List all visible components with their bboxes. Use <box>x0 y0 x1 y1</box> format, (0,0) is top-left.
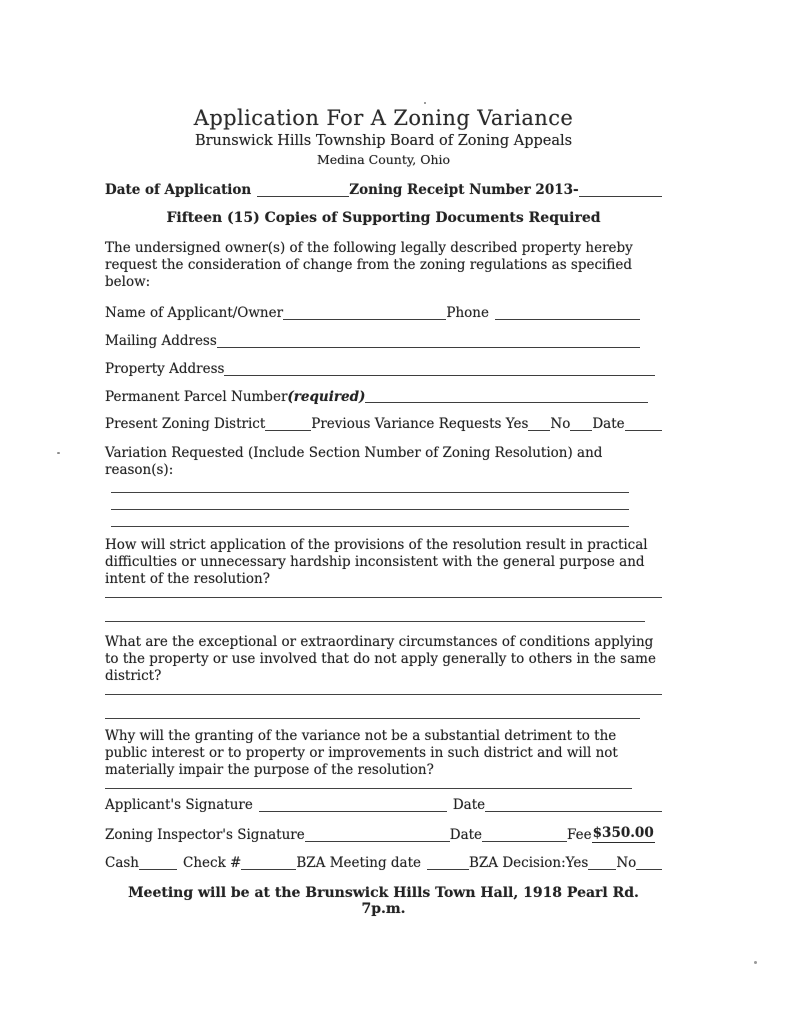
question-1-answer-lines <box>105 588 662 622</box>
page-subtitle: Brunswick Hills Township Board of Zoning Appeals <box>194 133 573 149</box>
question-2-text: What are the exceptional or extraordinary circumstances of conditions applying to the property or use involved that do not apply generally to others in the same district? <box>105 634 656 685</box>
cash-field-line <box>139 869 177 870</box>
scan-speck <box>424 102 426 104</box>
page-title: Application For A Zoning Variance <box>193 106 574 130</box>
present-zoning-district-label: Present Zoning District <box>105 416 266 433</box>
applicant-date-field-line <box>485 811 662 812</box>
applicant-signature-label: Applicant's Signature <box>105 797 253 814</box>
question-3-text: Why will the granting of the variance not be a substantial detriment to the public interest or to property or improvements in such district and will not materially impair the purpose of the resolution? <box>105 728 618 779</box>
question-2-answer-lines <box>105 685 662 719</box>
form-content <box>105 106 662 917</box>
applicant-date-label: Date <box>452 797 486 814</box>
fee-value: $350.00 <box>592 825 654 842</box>
page-location: Medina County, Ohio <box>316 152 451 167</box>
bza-decision-no-field-line <box>636 869 662 870</box>
phone-label: Phone <box>446 304 489 321</box>
parcel-number-row <box>105 389 648 406</box>
answer-line <box>111 510 629 527</box>
zoning-district-row <box>105 416 662 433</box>
previous-date-field-line <box>625 430 662 431</box>
bza-decision-yes-field-line <box>588 869 616 870</box>
zoning-receipt-field-line <box>579 196 662 197</box>
answer-line <box>105 695 640 719</box>
meeting-location-note: Meeting will be at the Brunswick Hills Town Hall, 1918 Pearl Rd. 7p.m. <box>128 884 639 917</box>
previous-no-field-line <box>570 430 592 431</box>
cash-label: Cash <box>105 855 140 871</box>
mailing-address-label: Mailing Address <box>105 332 217 349</box>
applicant-signature-field-line <box>259 811 447 812</box>
variation-requested-label: Variation Requested (Include Section Number of Zoning Resolution) and reason(s): <box>105 445 603 479</box>
variation-answer-lines <box>111 479 629 527</box>
name-of-applicant-label: Name of Applicant/Owner <box>105 304 284 321</box>
parcel-number-label: Permanent Parcel Number <box>105 388 288 405</box>
property-address-label: Property Address <box>105 360 225 377</box>
payment-row <box>105 855 662 872</box>
date-of-application-label: Date of Application <box>105 182 252 198</box>
inspector-signature-row <box>105 825 653 844</box>
answer-line <box>105 588 662 598</box>
previous-date-label: Date <box>592 416 625 433</box>
bza-meeting-date-field-line <box>427 869 469 870</box>
phone-field-line <box>495 319 640 320</box>
present-zoning-district-field-line <box>265 430 311 431</box>
question-1-text: How will strict application of the provisions of the resolution result in practical difficulties or unnecessary hardship inconsistent with the general purpose and intent of the resolution? <box>105 537 648 588</box>
previous-variance-requests-label: Previous Variance Requests Yes <box>311 416 529 433</box>
property-address-field-line <box>224 375 655 376</box>
mailing-address-field-line <box>217 347 640 348</box>
scan-speck <box>754 961 757 964</box>
inspector-signature-field-line <box>305 841 450 842</box>
intro-paragraph: The undersigned owner(s) of the following legally described property hereby request the consideration of change from the zoning regulations as specified below: <box>105 239 633 290</box>
fee-label: Fee <box>567 827 592 844</box>
previous-yes-field-line <box>528 430 550 431</box>
bza-meeting-date-label: BZA Meeting date <box>296 855 421 871</box>
scan-speck <box>57 452 60 454</box>
check-number-label: Check # <box>183 855 242 871</box>
answer-line <box>105 685 662 695</box>
applicant-signature-row <box>105 797 662 814</box>
inspector-signature-label: Zoning Inspector's Signature <box>105 827 305 844</box>
answer-line <box>105 598 645 622</box>
name-phone-row <box>105 305 640 322</box>
previous-no-label: No <box>550 416 571 433</box>
date-of-application-field-line <box>257 196 349 197</box>
name-field-line <box>283 319 446 320</box>
parcel-number-field-line <box>365 402 648 403</box>
bza-decision-yes-label: BZA Decision:Yes <box>469 855 589 871</box>
answer-line <box>111 479 629 493</box>
answer-line <box>105 779 632 789</box>
property-address-row <box>105 361 655 378</box>
zoning-receipt-label: Zoning Receipt Number 2013- <box>349 182 579 198</box>
parcel-required-label: (required) <box>287 388 366 405</box>
bza-decision-no-label: No <box>616 855 637 871</box>
check-number-field-line <box>241 869 296 870</box>
question-3-answer-lines <box>105 779 632 789</box>
date-receipt-row <box>105 182 662 199</box>
mailing-address-row <box>105 333 640 350</box>
answer-line <box>111 493 629 510</box>
inspector-date-label: Date <box>449 827 483 844</box>
inspector-date-field-line <box>482 841 567 842</box>
copies-required-note: Fifteen (15) Copies of Supporting Documents Required <box>166 209 601 226</box>
